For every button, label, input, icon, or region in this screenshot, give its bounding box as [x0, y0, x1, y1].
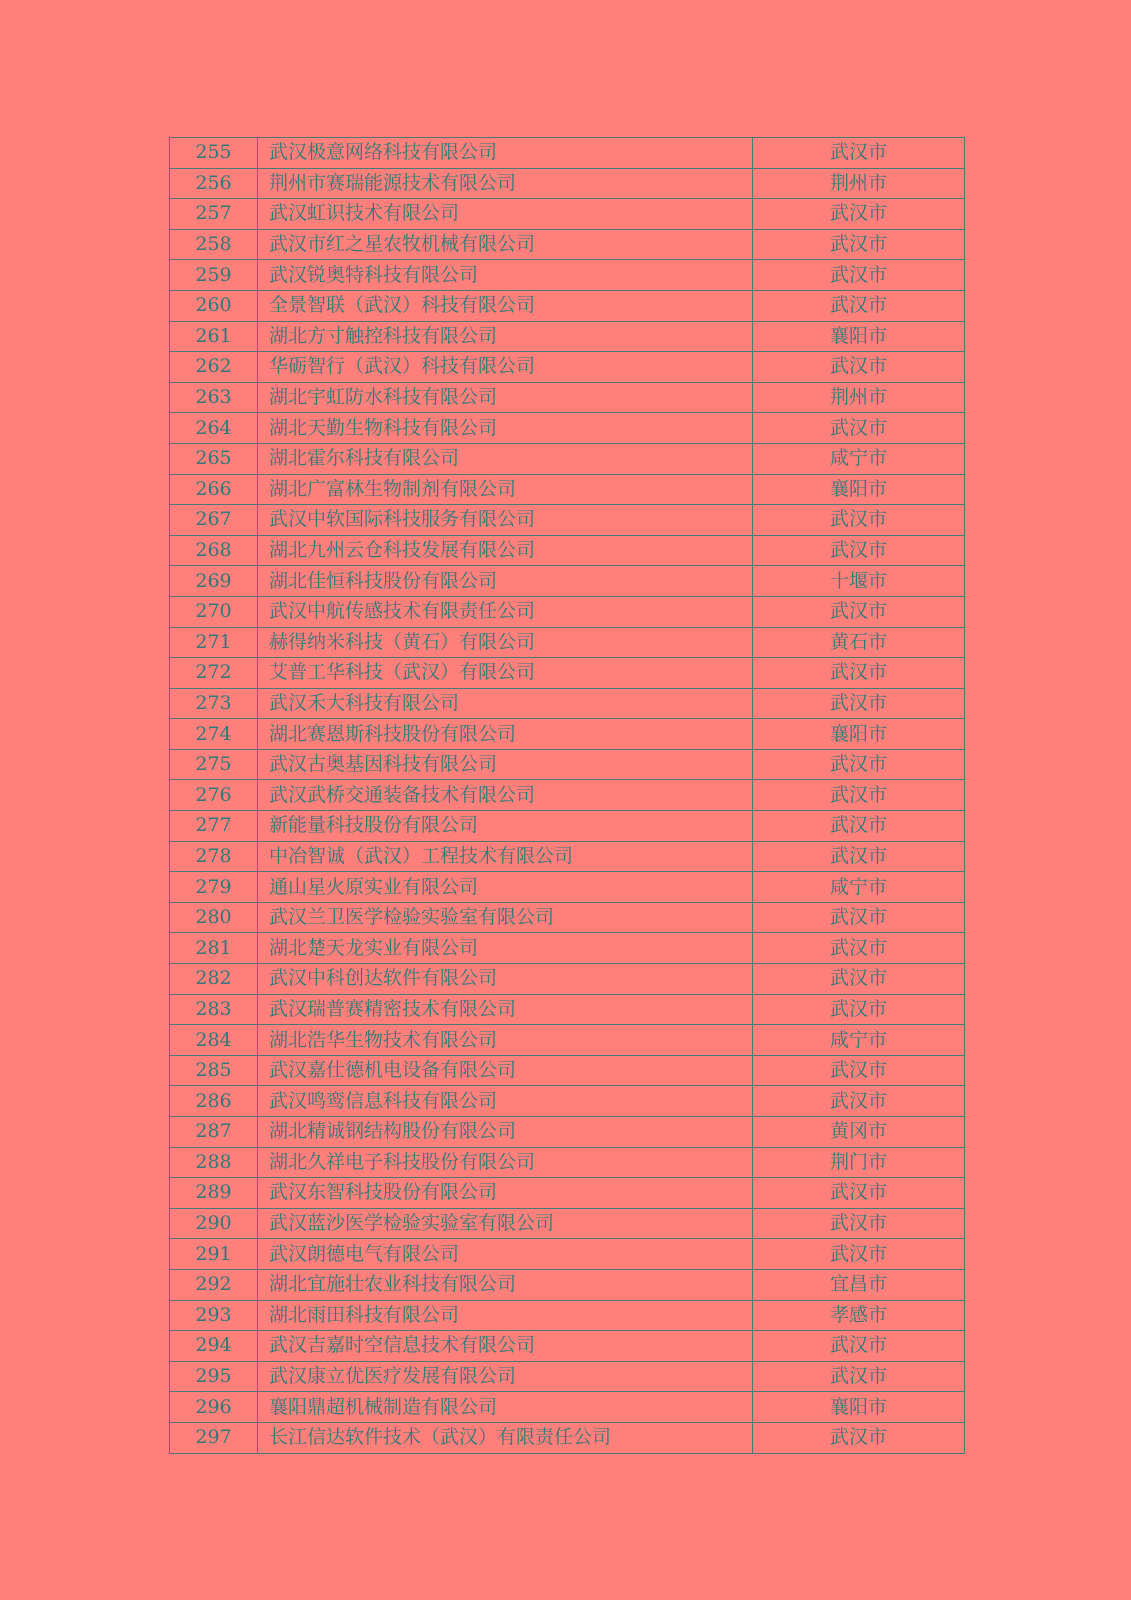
- company-name-cell: 襄阳鼎超机械制造有限公司: [258, 1392, 753, 1423]
- city-cell: 荆州市: [753, 382, 965, 413]
- company-name-cell: 湖北霍尔科技有限公司: [258, 443, 753, 474]
- company-name-cell: 艾普工华科技（武汉）有限公司: [258, 658, 753, 689]
- table-row: [170, 1117, 965, 1148]
- city-cell: 咸宁市: [753, 872, 965, 903]
- city-cell: 荆州市: [753, 168, 965, 199]
- city-cell: 武汉市: [753, 780, 965, 811]
- table-row: [170, 933, 965, 964]
- city-cell: 武汉市: [753, 1086, 965, 1117]
- company-name-cell: 武汉蓝沙医学检验实验室有限公司: [258, 1208, 753, 1239]
- city-cell: 武汉市: [753, 1208, 965, 1239]
- table-row: [170, 1300, 965, 1331]
- company-name-cell: 武汉虹识技术有限公司: [258, 199, 753, 230]
- table-row: [170, 138, 965, 169]
- row-number-cell: 283: [170, 994, 258, 1025]
- row-number-cell: 281: [170, 933, 258, 964]
- city-cell: 武汉市: [753, 352, 965, 383]
- city-cell: 宜昌市: [753, 1269, 965, 1300]
- row-number-cell: 290: [170, 1208, 258, 1239]
- city-cell: 武汉市: [753, 1331, 965, 1362]
- table-row: [170, 1392, 965, 1423]
- company-name-cell: 湖北宜施壮农业科技有限公司: [258, 1269, 753, 1300]
- company-name-cell: 湖北九州云仓科技发展有限公司: [258, 535, 753, 566]
- company-name-cell: 通山星火原实业有限公司: [258, 872, 753, 903]
- company-name-cell: 武汉瑞普赛精密技术有限公司: [258, 994, 753, 1025]
- table-row: [170, 168, 965, 199]
- company-name-cell: 中冶智诚（武汉）工程技术有限公司: [258, 841, 753, 872]
- row-number-cell: 269: [170, 566, 258, 597]
- table-row: [170, 535, 965, 566]
- table-row: [170, 382, 965, 413]
- row-number-cell: 297: [170, 1422, 258, 1453]
- row-number-cell: 292: [170, 1269, 258, 1300]
- company-name-cell: 武汉古奥基因科技有限公司: [258, 749, 753, 780]
- table-row: [170, 321, 965, 352]
- table-row: [170, 505, 965, 536]
- table-row: [170, 1025, 965, 1056]
- city-cell: 武汉市: [753, 1178, 965, 1209]
- company-name-cell: 武汉武桥交通装备技术有限公司: [258, 780, 753, 811]
- table-row: [170, 964, 965, 995]
- table-row: [170, 1331, 965, 1362]
- city-cell: 武汉市: [753, 596, 965, 627]
- table-row: [170, 1055, 965, 1086]
- table-row: [170, 443, 965, 474]
- table-row: [170, 994, 965, 1025]
- row-number-cell: 288: [170, 1147, 258, 1178]
- table-row: [170, 413, 965, 444]
- table-row: [170, 229, 965, 260]
- table-row: [170, 1361, 965, 1392]
- company-name-cell: 武汉嘉仕德机电设备有限公司: [258, 1055, 753, 1086]
- city-cell: 襄阳市: [753, 1392, 965, 1423]
- company-name-cell: 武汉极意网络科技有限公司: [258, 138, 753, 169]
- table-row: [170, 474, 965, 505]
- table-row: [170, 749, 965, 780]
- city-cell: 襄阳市: [753, 474, 965, 505]
- row-number-cell: 278: [170, 841, 258, 872]
- city-cell: 十堰市: [753, 566, 965, 597]
- company-name-cell: 武汉中科创达软件有限公司: [258, 964, 753, 995]
- company-name-cell: 湖北宇虹防水科技有限公司: [258, 382, 753, 413]
- table-row: [170, 566, 965, 597]
- row-number-cell: 295: [170, 1361, 258, 1392]
- row-number-cell: 293: [170, 1300, 258, 1331]
- table-row: [170, 841, 965, 872]
- city-cell: 武汉市: [753, 505, 965, 536]
- table-row: [170, 1269, 965, 1300]
- row-number-cell: 272: [170, 658, 258, 689]
- row-number-cell: 266: [170, 474, 258, 505]
- company-name-cell: 武汉康立优医疗发展有限公司: [258, 1361, 753, 1392]
- table-row: [170, 872, 965, 903]
- city-cell: 武汉市: [753, 1361, 965, 1392]
- table-row: [170, 658, 965, 689]
- company-name-cell: 湖北楚天龙实业有限公司: [258, 933, 753, 964]
- company-name-cell: 湖北久祥电子科技股份有限公司: [258, 1147, 753, 1178]
- company-name-cell: 武汉中航传感技术有限责任公司: [258, 596, 753, 627]
- row-number-cell: 286: [170, 1086, 258, 1117]
- table-row: [170, 1147, 965, 1178]
- city-cell: 武汉市: [753, 688, 965, 719]
- city-cell: 咸宁市: [753, 443, 965, 474]
- row-number-cell: 296: [170, 1392, 258, 1423]
- city-cell: 武汉市: [753, 1055, 965, 1086]
- company-name-cell: 武汉朗德电气有限公司: [258, 1239, 753, 1270]
- city-cell: 武汉市: [753, 260, 965, 291]
- city-cell: 荆门市: [753, 1147, 965, 1178]
- city-cell: 襄阳市: [753, 719, 965, 750]
- table-row: [170, 811, 965, 842]
- table-row: [170, 199, 965, 230]
- city-cell: 武汉市: [753, 964, 965, 995]
- company-name-cell: 武汉兰卫医学检验实验室有限公司: [258, 902, 753, 933]
- city-cell: 武汉市: [753, 413, 965, 444]
- row-number-cell: 274: [170, 719, 258, 750]
- row-number-cell: 262: [170, 352, 258, 383]
- row-number-cell: 255: [170, 138, 258, 169]
- company-name-cell: 华砺智行（武汉）科技有限公司: [258, 352, 753, 383]
- company-name-cell: 湖北佳恒科技股份有限公司: [258, 566, 753, 597]
- city-cell: 武汉市: [753, 199, 965, 230]
- company-name-cell: 湖北方寸触控科技有限公司: [258, 321, 753, 352]
- city-cell: 武汉市: [753, 290, 965, 321]
- city-cell: 武汉市: [753, 535, 965, 566]
- city-cell: 武汉市: [753, 1422, 965, 1453]
- company-name-cell: 武汉锐奥特科技有限公司: [258, 260, 753, 291]
- table-row: [170, 1208, 965, 1239]
- company-name-cell: 武汉禾大科技有限公司: [258, 688, 753, 719]
- row-number-cell: 287: [170, 1117, 258, 1148]
- city-cell: 武汉市: [753, 1239, 965, 1270]
- company-name-cell: 武汉中软国际科技服务有限公司: [258, 505, 753, 536]
- company-name-cell: 武汉鸣鸾信息科技有限公司: [258, 1086, 753, 1117]
- company-name-cell: 荆州市赛瑞能源技术有限公司: [258, 168, 753, 199]
- row-number-cell: 256: [170, 168, 258, 199]
- row-number-cell: 291: [170, 1239, 258, 1270]
- row-number-cell: 270: [170, 596, 258, 627]
- company-name-cell: 湖北广富林生物制剂有限公司: [258, 474, 753, 505]
- row-number-cell: 263: [170, 382, 258, 413]
- table-row: [170, 596, 965, 627]
- row-number-cell: 259: [170, 260, 258, 291]
- table-row: [170, 1086, 965, 1117]
- table-row: [170, 260, 965, 291]
- city-cell: 武汉市: [753, 994, 965, 1025]
- company-name-cell: 武汉市红之星农牧机械有限公司: [258, 229, 753, 260]
- city-cell: 武汉市: [753, 933, 965, 964]
- table-row: [170, 627, 965, 658]
- company-name-cell: 武汉东智科技股份有限公司: [258, 1178, 753, 1209]
- city-cell: 黄石市: [753, 627, 965, 658]
- table-row: [170, 352, 965, 383]
- row-number-cell: 265: [170, 443, 258, 474]
- row-number-cell: 258: [170, 229, 258, 260]
- city-cell: 黄冈市: [753, 1117, 965, 1148]
- row-number-cell: 261: [170, 321, 258, 352]
- row-number-cell: 268: [170, 535, 258, 566]
- table-row: [170, 290, 965, 321]
- row-number-cell: 267: [170, 505, 258, 536]
- table-row: [170, 780, 965, 811]
- city-cell: 孝感市: [753, 1300, 965, 1331]
- row-number-cell: 271: [170, 627, 258, 658]
- row-number-cell: 280: [170, 902, 258, 933]
- row-number-cell: 276: [170, 780, 258, 811]
- row-number-cell: 294: [170, 1331, 258, 1362]
- row-number-cell: 275: [170, 749, 258, 780]
- company-name-cell: 武汉吉嘉时空信息技术有限公司: [258, 1331, 753, 1362]
- table-row: [170, 1178, 965, 1209]
- company-name-cell: 赫得纳米科技（黄石）有限公司: [258, 627, 753, 658]
- city-cell: 襄阳市: [753, 321, 965, 352]
- company-name-cell: 长江信达软件技术（武汉）有限责任公司: [258, 1422, 753, 1453]
- row-number-cell: 289: [170, 1178, 258, 1209]
- company-name-cell: 湖北精诚钢结构股份有限公司: [258, 1117, 753, 1148]
- city-cell: 武汉市: [753, 811, 965, 842]
- row-number-cell: 273: [170, 688, 258, 719]
- row-number-cell: 279: [170, 872, 258, 903]
- company-name-cell: 湖北天勤生物科技有限公司: [258, 413, 753, 444]
- company-name-cell: 新能量科技股份有限公司: [258, 811, 753, 842]
- table-row: [170, 1422, 965, 1453]
- row-number-cell: 257: [170, 199, 258, 230]
- company-name-cell: 湖北雨田科技有限公司: [258, 1300, 753, 1331]
- company-name-cell: 湖北浩华生物技术有限公司: [258, 1025, 753, 1056]
- table-body: [170, 138, 965, 1454]
- company-list-table: [169, 137, 965, 1454]
- row-number-cell: 277: [170, 811, 258, 842]
- city-cell: 武汉市: [753, 841, 965, 872]
- city-cell: 咸宁市: [753, 1025, 965, 1056]
- company-name-cell: 湖北赛恩斯科技股份有限公司: [258, 719, 753, 750]
- city-cell: 武汉市: [753, 658, 965, 689]
- city-cell: 武汉市: [753, 138, 965, 169]
- city-cell: 武汉市: [753, 902, 965, 933]
- company-name-cell: 全景智联（武汉）科技有限公司: [258, 290, 753, 321]
- table-row: [170, 1239, 965, 1270]
- row-number-cell: 284: [170, 1025, 258, 1056]
- row-number-cell: 264: [170, 413, 258, 444]
- row-number-cell: 285: [170, 1055, 258, 1086]
- table-row: [170, 719, 965, 750]
- city-cell: 武汉市: [753, 229, 965, 260]
- table-row: [170, 688, 965, 719]
- table-row: [170, 902, 965, 933]
- row-number-cell: 260: [170, 290, 258, 321]
- city-cell: 武汉市: [753, 749, 965, 780]
- row-number-cell: 282: [170, 964, 258, 995]
